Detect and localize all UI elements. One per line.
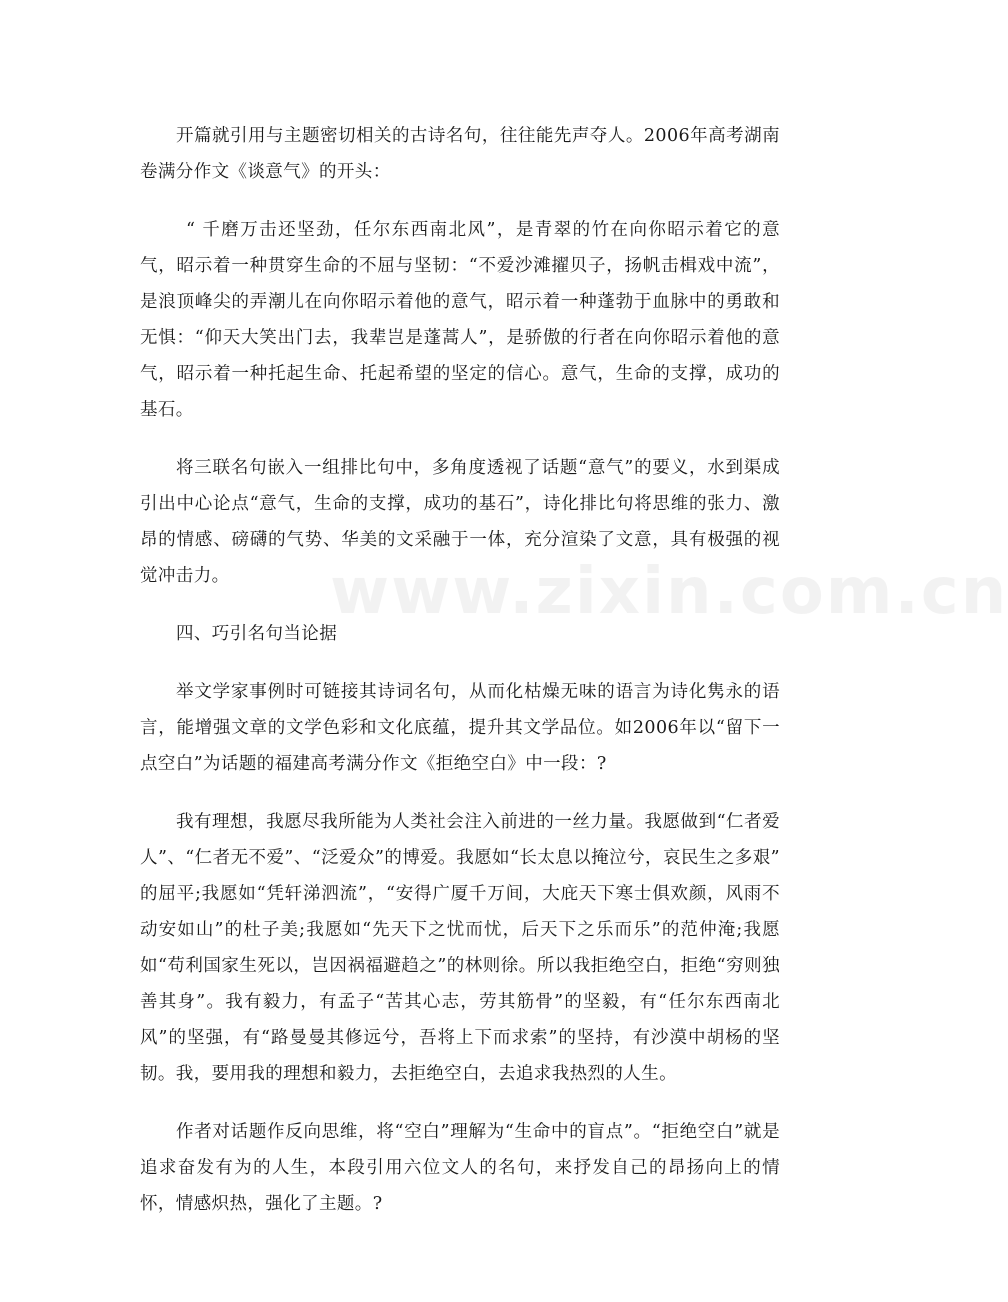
section-heading-4: 四、巧引名句当论据 [176, 624, 338, 644]
watermark: www.zixin.com.cn [330, 555, 1008, 629]
document-body [140, 118, 780, 1244]
paragraph-quoted-essay-excerpt: 我有理想，我愿尽我所能为人类社会注入前进的一丝力量。我愿做到“仁者爱人”、“仁者无不爱”、“泛爱众”的博爱。我愿如“长太息以掩泣兮，哀民生之多艰” 的屈平;我愿如“凭轩涕泗流”，“安得广厦千万间，大庇天下寒士俱欢颜，风雨不动安如山”的杜子美;我愿如“先天下之忧而忧，后天下之乐而乐”的范仲淹;我愿如“苟利国家生死以，岂因祸福避趋之”的林则徐。所以我拒绝空白，拒绝“穷则独善其身”。我有毅力，有孟子“苦其心志，劳其筋骨”的坚毅，有“任尔东西南北风”的坚强，有“路曼曼其修远兮，吾将上下而求索”的坚持，有沙漠中胡杨的坚韧。我，要用我的理想和毅力，去拒绝空白，去追求我热烈的人生。 [140, 812, 780, 1084]
paragraph-analysis-2: 作者对话题作反向思维，将“空白”理解为“生命中的盲点”。“拒绝空白”就是追求奋发有为的人生，本段引用六位文人的名句，来抒发自己的昂扬向上的情怀，情感炽热，强化了主题。? [140, 1122, 780, 1214]
paragraph-quoted-essay-opening: “ 千磨万击还坚劲，任尔东西南北风”，是青翠的竹在向你昭示着它的意气，昭示着一种贯穿生命的不屈与坚韧：“不爱沙滩擢贝子，扬帆击楫戏中流”，是浪顶峰尖的弄潮儿在向你昭示着他的意气，昭示着一种蓬勃于血脉中的勇敢和无惧：“仰天大笑出门去，我辈岂是蓬蒿人”，是骄傲的行者在向你昭示着他的意气，昭示着一种托起生命、托起希望的坚定的信心。意气，生命的支撑，成功的基石。 [140, 220, 780, 420]
paragraph-analysis-1: 将三联名句嵌入一组排比句中，多角度透视了话题“意气”的要义，水到渠成引出中心论点“意气，生命的支撑，成功的基石”，诗化排比句将思维的张力、激昂的情感、磅礴的气势、华美的文采融于一体，充分渲染了文意，具有极强的视觉冲击力。 [140, 458, 780, 586]
paragraph-section-4-intro: 举文学家事例时可链接其诗词名句，从而化枯燥无味的语言为诗化隽永的语言，能增强文章的文学色彩和文化底蕴，提升其文学品位。如2006年以“留下一点空白”为话题的福建高考满分作文《拒绝空白》中一段：? [140, 682, 780, 774]
paragraph-intro: 开篇就引用与主题密切相关的古诗名句，往往能先声夺人。2006年高考湖南卷满分作文《谈意气》的开头： [140, 126, 780, 182]
